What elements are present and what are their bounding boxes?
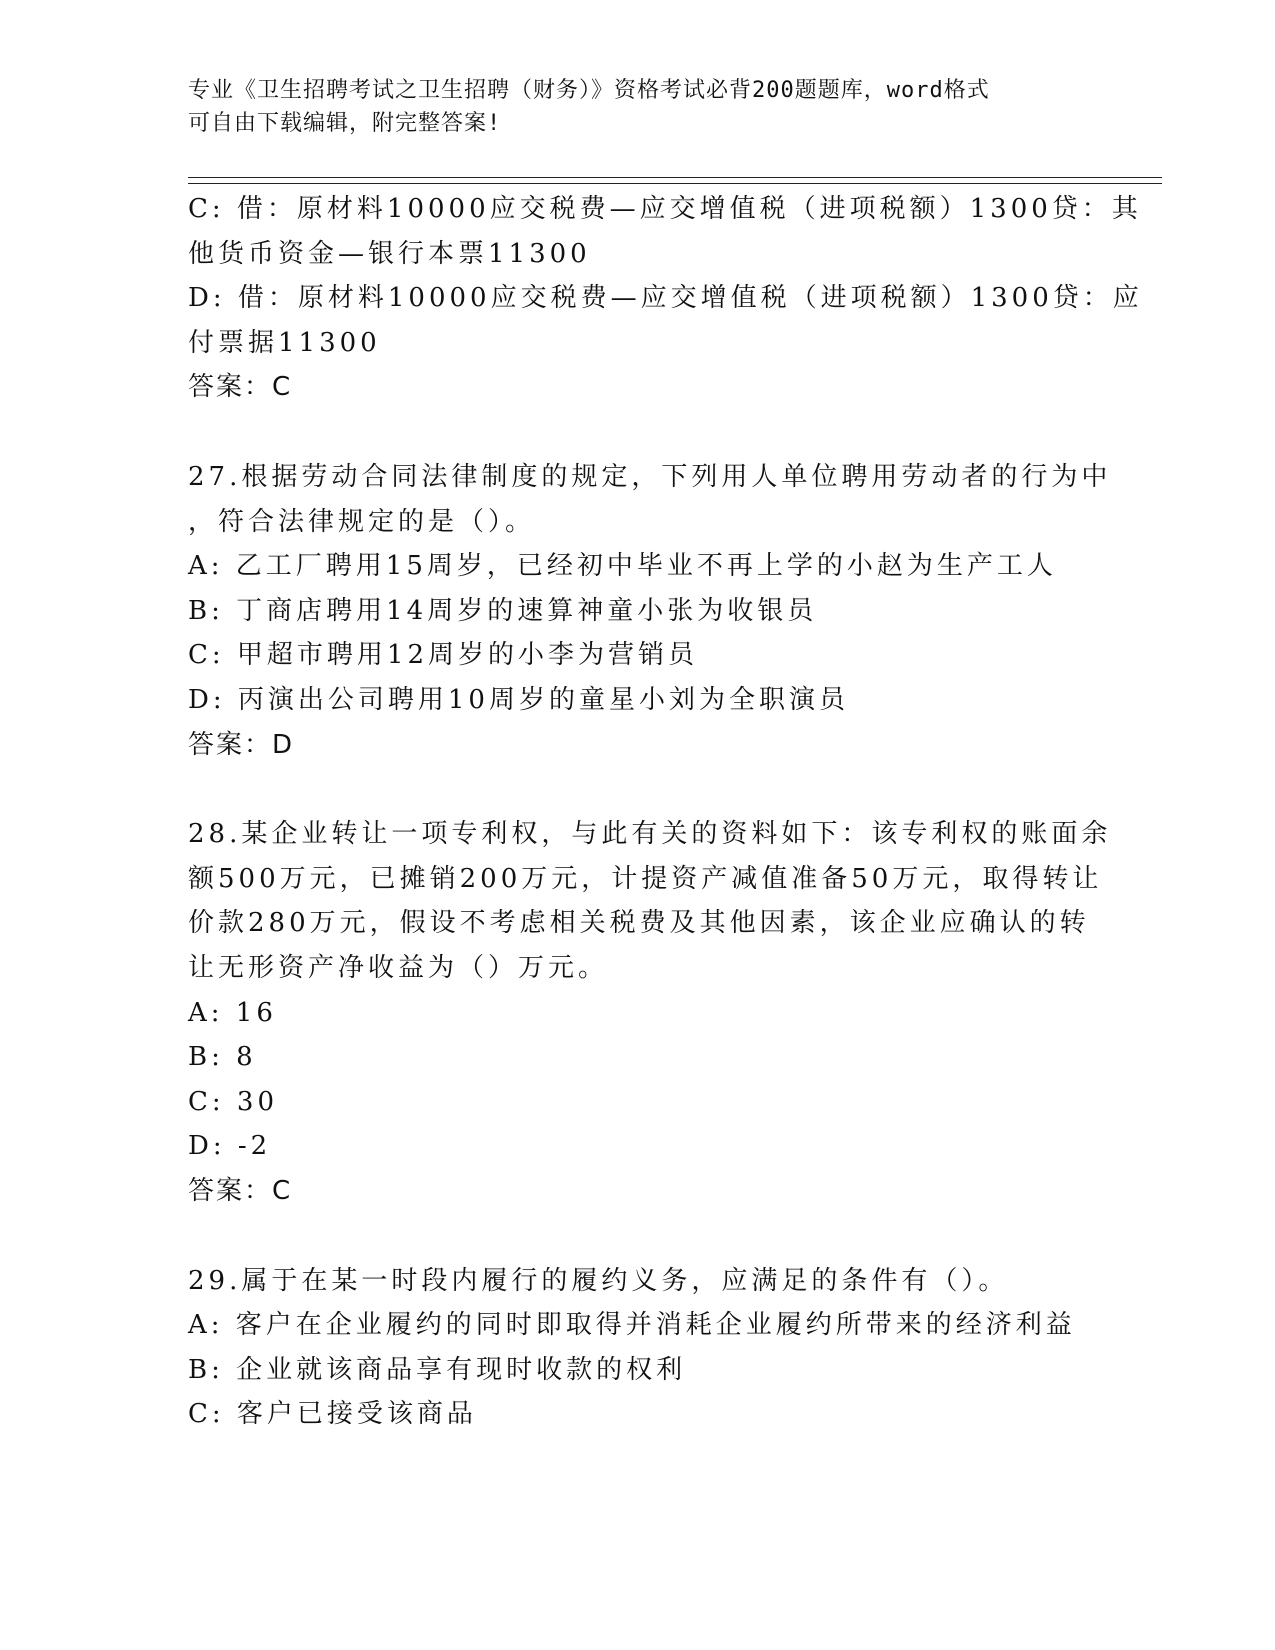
question-27-stem-1: 27.根据劳动合同法律制度的规定，下列用人单位聘用劳动者的行为中: [188, 462, 1112, 492]
question-27-option-d: D: 丙演出公司聘用10周岁的童星小刘为全职演员: [188, 685, 849, 715]
header-line-1: 专业《卫生招聘考试之卫生招聘（财务）》资格考试必背200题题库，word格式: [188, 78, 990, 103]
answer-line: 答案：C: [188, 372, 293, 402]
header-line-2: 可自由下载编辑，附完整答案!: [188, 111, 502, 136]
page-header: [188, 74, 1088, 140]
question-29-option-c: C: 客户已接受该商品: [188, 1399, 477, 1429]
question-28-stem-3: 价款280万元，假设不考虑相关税费及其他因素，该企业应确认的转: [188, 908, 1090, 938]
option-c-line-2: 他货币资金—银行本票11300: [188, 239, 591, 269]
question-28-option-c: C: 30: [188, 1087, 279, 1117]
question-27-option-a: A: 乙工厂聘用15周岁，已经初中毕业不再上学的小赵为生产工人: [188, 551, 1057, 581]
question-27-answer: 答案：D: [188, 730, 295, 760]
question-27-option-b: B: 丁商店聘用14周岁的速算神童小张为收银员: [188, 596, 818, 626]
header-rule-top: [188, 177, 1162, 178]
question-28-option-a: A: 16: [188, 998, 277, 1028]
question-27-stem-2: ，符合法律规定的是（）。: [188, 507, 536, 537]
question-27-option-c: C: 甲超市聘用12周岁的小李为营销员: [188, 640, 699, 670]
question-28-stem-2: 额500万元，已摊销200万元，计提资产减值准备50万元，取得转让: [188, 864, 1103, 894]
header-rule-bottom: [188, 183, 1162, 184]
question-28-stem-1: 28.某企业转让一项专利权，与此有关的资料如下：该专利权的账面余: [188, 819, 1112, 849]
question-28-option-b: B: 8: [188, 1042, 257, 1072]
question-28-option-d: D: -2: [188, 1131, 272, 1161]
question-29-option-b: B: 企业就该商品享有现时收款的权利: [188, 1355, 687, 1385]
question-28-answer: 答案：C: [188, 1176, 293, 1206]
option-c-line-1: C: 借：原材料10000应交税费—应交增值税（进项税额）1300贷：其: [188, 194, 1142, 224]
question-29-stem-1: 29.属于在某一时段内履行的履约义务，应满足的条件有（）。: [188, 1266, 1009, 1296]
option-d-line-1: D: 借：原材料10000应交税费—应交增值税（进项税额）1300贷：应: [188, 283, 1143, 313]
option-d-line-2: 付票据11300: [188, 328, 381, 358]
question-28-stem-4: 让无形资产净收益为（）万元。: [188, 953, 609, 983]
question-29-option-a: A: 客户在企业履约的同时即取得并消耗企业履约所带来的经济利益: [188, 1310, 1076, 1340]
